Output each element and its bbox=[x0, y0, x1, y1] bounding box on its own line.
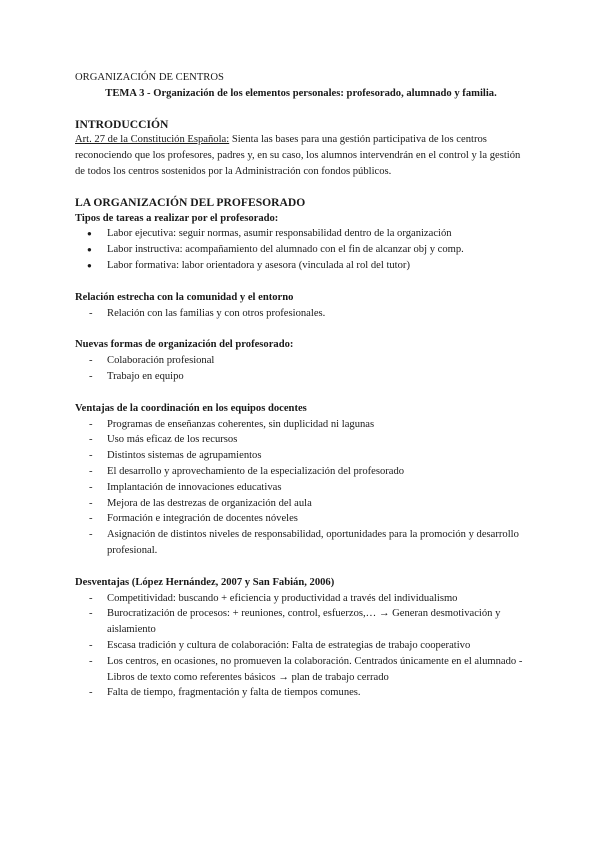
course-name: ORGANIZACIÓN DE CENTROS bbox=[75, 72, 224, 83]
ventajas-list bbox=[75, 417, 527, 559]
relacion-heading: Relación estrecha con la comunidad y el entorno bbox=[75, 291, 294, 303]
list-item: ● Labor instructiva: acompañamiento del alumnado con el fin de alcanzar obj y comp. bbox=[75, 242, 527, 258]
list-item: - Relación con las familias y con otros profesionales. bbox=[75, 306, 527, 322]
list-item: - El desarrollo y aprovechamiento de la especialización del profesorado bbox=[75, 464, 527, 480]
list-item: - Programas de enseñanzas coherentes, sin duplicidad ni lagunas bbox=[75, 417, 527, 433]
relacion-list bbox=[75, 306, 527, 322]
list-item: - Asignación de distintos niveles de responsabilidad, oportunidades para la promoción y desarrollo profesional. bbox=[75, 527, 527, 559]
list-item: ● Labor formativa: labor orientadora y asesora (vinculada al rol del tutor) bbox=[75, 258, 527, 274]
constitution-reference: Art. 27 de la Constitución Española: bbox=[75, 134, 230, 146]
list-item: - Formación e integración de docentes nóveles bbox=[75, 511, 527, 527]
list-item: - Falta de tiempo, fragmentación y falta de tiempos comunes. bbox=[75, 685, 527, 701]
document-title: TEMA 3 - Organización de los elementos personales: profesorado, alumnado y familia. bbox=[105, 87, 497, 99]
list-item: - Escasa tradición y cultura de colaboración: Falta de estrategias de trabajo cooperativo bbox=[75, 638, 527, 654]
list-item: - Los centros, en ocasiones, no promueven la colaboración. Centrados únicamente en el alumnado -Libros de texto como referentes básicos → plan de trabajo cerrado bbox=[75, 654, 527, 686]
list-item: - Trabajo en equipo bbox=[75, 369, 527, 385]
intro-paragraph bbox=[75, 132, 527, 179]
nuevas-heading: Nuevas formas de organización del profesorado: bbox=[75, 339, 294, 351]
list-item: - Competitividad: buscando + eficiencia y productividad a través del individualismo bbox=[75, 591, 527, 607]
intro-heading: INTRODUCCIÓN bbox=[75, 117, 169, 131]
list-item: ● Labor ejecutiva: seguir normas, asumir responsabilidad dentro de la organización bbox=[75, 226, 527, 242]
intro-text: Sienta las bases para una gestión participativa de los centros reconociendo que los profesores, padres y, en su caso, los alumnos intervendrán en el control y la gestión de todos los centros sostenidos por la Administración con fondos públicos. bbox=[75, 134, 521, 177]
document-page bbox=[75, 70, 527, 701]
ventajas-heading: Ventajas de la coordinación en los equipos docentes bbox=[75, 402, 307, 414]
list-item: - Burocratización de procesos: + reuniones, control, esfuerzos,… → Generan desmotivación y aislamiento bbox=[75, 606, 527, 638]
list-item: - Mejora de las destrezas de organización del aula bbox=[75, 496, 527, 512]
tareas-list bbox=[75, 226, 527, 273]
nuevas-list bbox=[75, 353, 527, 385]
list-item: - Colaboración profesional bbox=[75, 353, 527, 369]
profesorado-heading: LA ORGANIZACIÓN DEL PROFESORADO bbox=[75, 195, 306, 209]
desventajas-list bbox=[75, 591, 527, 702]
list-item: - Uso más eficaz de los recursos bbox=[75, 432, 527, 448]
desventajas-heading: Desventajas (López Hernández, 2007 y San Fabián, 2006) bbox=[75, 576, 335, 588]
list-item: - Implantación de innovaciones educativas bbox=[75, 480, 527, 496]
list-item: - Distintos sistemas de agrupamientos bbox=[75, 448, 527, 464]
tareas-subheading: Tipos de tareas a realizar por el profesorado: bbox=[75, 212, 279, 224]
